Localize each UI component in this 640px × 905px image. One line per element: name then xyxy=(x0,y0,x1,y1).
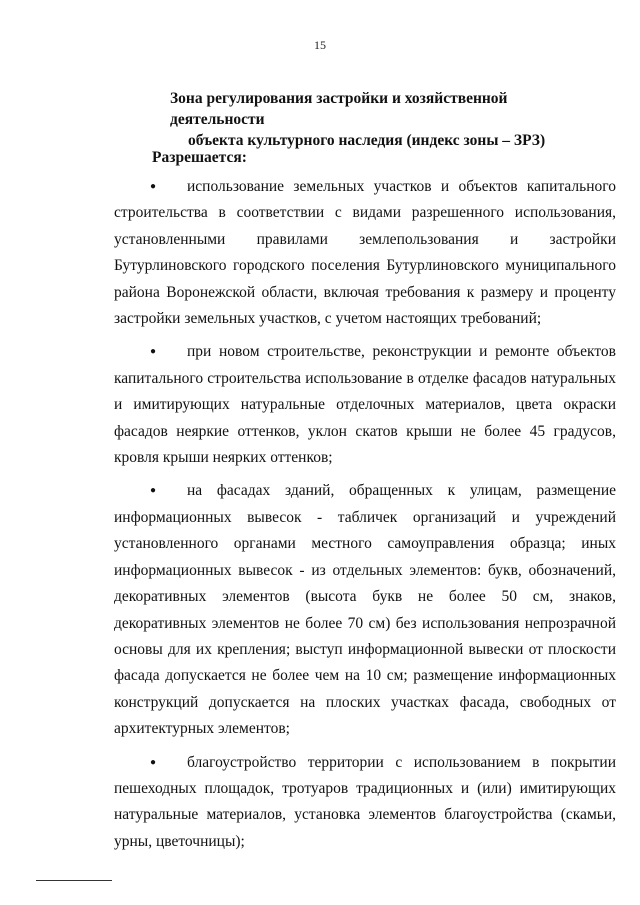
bullet-icon: ● xyxy=(150,756,157,768)
list-item-text: на фасадах зданий, обращенных к улицам, размещение информационных вывесок - табличек организаций и учреждений установленного органами местного самоуправления образца; иных информационных вывесок - из отдельных элементов: букв, обозначений, декоративных элементов (высота букв не более 50 см, знаков, декоративных элементов не более 70 см) без использования непрозрачной основы для их крепления; выступ информационной вывески от плоскости фасада допускается не более чем на 10 см; размещение информационных конструкций допускается на плоских участках фасада, свободных от архитектурных элементов; xyxy=(114,482,616,738)
list-item xyxy=(114,478,616,742)
page-number: 15 xyxy=(314,38,326,52)
list-item-text: благоустройство территории с использованием в покрытии пешеходных площадок, тротуаров традиционных и (или) имитирующих натуральные материалов, установка элементов благоустройства (скамьи, урны, цветочницы); xyxy=(114,753,616,850)
bullet-icon: ● xyxy=(150,346,157,358)
section-heading xyxy=(120,88,600,151)
footer-divider xyxy=(36,880,112,881)
list-item-text: при новом строительстве, реконструкции и ремонте объектов капитального строительства использование в отделке фасадов натуральных и имитирующих натуральные отделочных материалов, цвета окраски фасадов неяркие оттенков, уклон скатов крыши не более 45 градусов, кровля крыши неярких оттенков; xyxy=(114,343,616,467)
list-item xyxy=(114,339,616,471)
section-heading-line-2: объекта культурного наследия (индекс зоны – ЗРЗ) xyxy=(188,132,546,149)
list-item xyxy=(114,750,616,856)
section-heading-line-1: Зона регулирования застройки и хозяйственной деятельности xyxy=(170,90,508,128)
list-item-text: использование земельных участков и объектов капитального строительства в соответствии с видами разрешенного использования, установленными правилами землепользования и застройки Бутурлиновского городского поселения Бутурлиновского муниципального района Воронежской области, включая требования к размеру и проценту застройки земельных участков, с учетом настоящих требований; xyxy=(114,178,616,328)
bullet-icon: ● xyxy=(150,485,157,497)
bullet-icon: ● xyxy=(150,181,157,192)
allowed-list xyxy=(114,174,616,862)
list-item xyxy=(114,174,616,332)
allowed-label: Разрешается: xyxy=(152,149,247,166)
